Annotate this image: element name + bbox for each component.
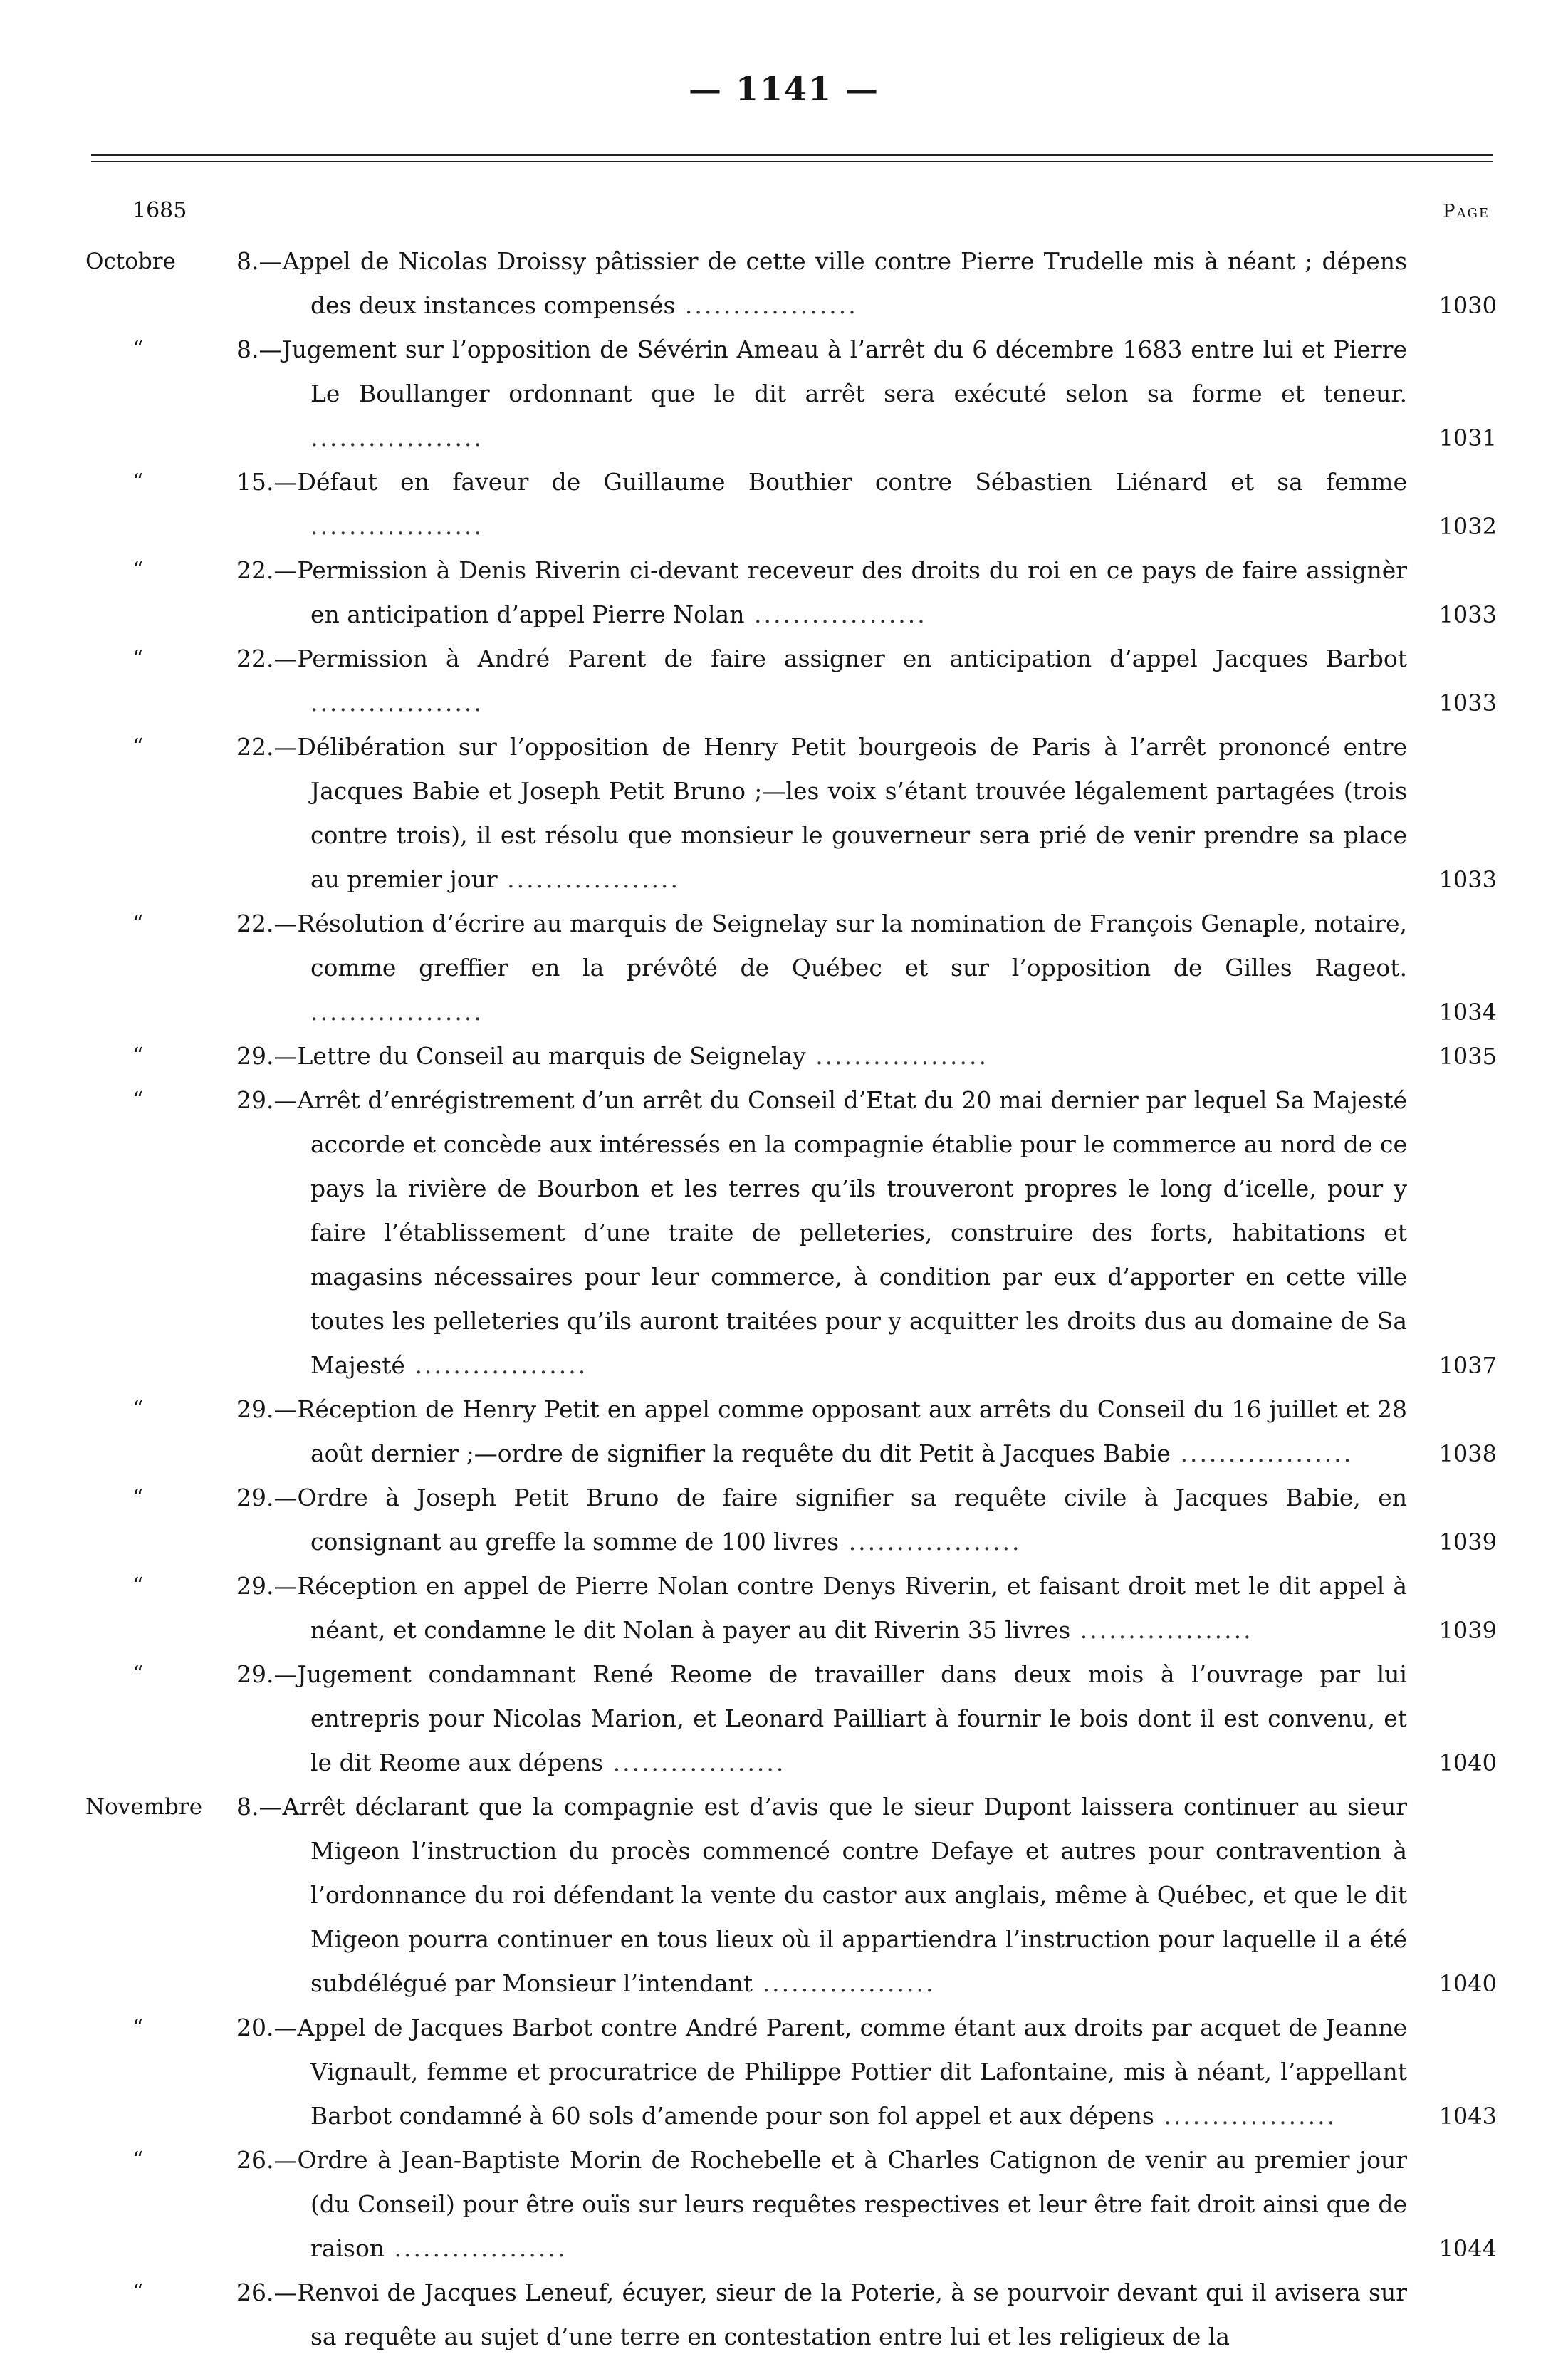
- index-entry: “ 26.—Ordre à Jean-Baptiste Morin de Rochebelle et à Charles Catignon de venir au premier jour (du Conseil) pour être ouïs sur leurs requêtes respectives et leur être fait droit ainsi que de raison .................. 1044: [0, 2138, 1568, 2271]
- entry-text: Permission à Denis Riverin ci-devant receveur des droits du roi en ce pays de faire assignèr en anticipation d’appel Pierre Nolan: [297, 556, 1407, 628]
- dot-leader: ..................: [497, 865, 680, 893]
- entry-page-number: 1039: [1438, 1617, 1497, 1644]
- entry-page-number: 1033: [1438, 689, 1497, 717]
- index-entry: “ 29.—Réception de Henry Petit en appel comme opposant aux arrêts du Conseil du 16 juillet et 28 août dernier ;—ordre de signifier la requête du dit Petit à Jacques Babie .................. 1038: [0, 1387, 1568, 1476]
- entry-page-number: 1043: [1438, 2103, 1497, 2130]
- entry-page-number: 1032: [1438, 513, 1497, 540]
- header-rule-top: [91, 154, 1493, 156]
- entry-day: 8: [236, 1793, 251, 1821]
- index-entry: “ 22.—Permission à Denis Riverin ci-devant receveur des droits du roi en ce pays de faire assignèr en anticipation d’appel Pierre Nolan .................. 1033: [0, 548, 1568, 637]
- dot-leader: ..................: [310, 512, 484, 540]
- entry-text: Lettre du Conseil au marquis de Seignelay: [297, 1042, 806, 1070]
- index-entry: “ 22.—Permission à André Parent de faire assigner en anticipation d’appel Jacques Barbot .................. 1033: [0, 637, 1568, 725]
- index-entry: “ 22.—Résolution d’écrire au marquis de Seignelay sur la nomination de François Genaple, notaire, comme greffier en la prévôté de Québec et sur l’opposition de Gilles Rageot. .................. 1034: [0, 902, 1568, 1034]
- entry-month: “: [132, 2015, 144, 2040]
- dot-leader: ..................: [310, 998, 484, 1026]
- entry-text: Jugement condamnant René Reome de travailler dans deux mois à l’ouvrage par lui entrepris pour Nicolas Marion, et Leonard Pailliart à fournir le bois dont il est convenu, et le dit Reome aux dépens: [297, 1660, 1407, 1776]
- entry-text: Appel de Jacques Barbot contre André Parent, comme étant aux droits par acquet de Jeanne Vignault, femme et procuratrice de Philippe Pottier dit Lafontaine, mis à néant, l’appellant Barbot condamné à 60 sols d’amende pour son fol appel et aux dépens: [297, 2014, 1407, 2130]
- entry-day: 15: [236, 468, 266, 496]
- entry-day: 29: [236, 1484, 266, 1511]
- entry-page-number: 1040: [1438, 1970, 1497, 1997]
- entry-page-number: 1037: [1438, 1352, 1497, 1379]
- entry-month: “: [132, 337, 144, 362]
- entry-month: Octobre: [85, 249, 176, 274]
- entry-month: “: [132, 469, 144, 494]
- entry-month: “: [132, 1088, 144, 1113]
- entry-text: Permission à André Parent de faire assigner en anticipation d’appel Jacques Barbot: [297, 645, 1407, 672]
- index-entry: “ 29.—Lettre du Conseil au marquis de Seignelay .................. 1035: [0, 1034, 1568, 1078]
- entry-month: “: [132, 1043, 144, 1068]
- dot-leader: ..................: [310, 689, 484, 717]
- dot-leader: ..................: [805, 1042, 989, 1070]
- index-entry: “ 29.—Jugement condamnant René Reome de travailler dans deux mois à l’ouvrage par lui entrepris pour Nicolas Marion, et Leonard Pailliart à fournir le bois dont il est convenu, et le dit Reome aux dépens .................. 1040: [0, 1652, 1568, 1785]
- dot-leader: ..................: [310, 424, 484, 452]
- entry-month: “: [132, 911, 144, 936]
- entry-page-number: 1038: [1438, 1440, 1497, 1467]
- dot-leader: ..................: [839, 1528, 1022, 1556]
- entry-page-number: 1031: [1438, 425, 1497, 452]
- entry-month: “: [132, 558, 144, 583]
- entry-page-number: 1033: [1438, 601, 1497, 628]
- entry-day: 20: [236, 2014, 266, 2041]
- year-label: 1685: [132, 198, 187, 223]
- entry-page-number: 1044: [1438, 2235, 1497, 2262]
- entry-page-number: 1034: [1438, 999, 1497, 1026]
- entry-month: “: [132, 1662, 144, 1687]
- entry-day: 22: [236, 910, 266, 937]
- page-number: — 1141 —: [688, 70, 880, 108]
- dot-leader: ..................: [1070, 1616, 1253, 1644]
- index-entry: “ 29.—Ordre à Joseph Petit Bruno de faire signifier sa requête civile à Jacques Babie, en consignant au greffe la somme de 100 livres .................. 1039: [0, 1476, 1568, 1564]
- entry-text: Résolution d’écrire au marquis de Seignelay sur la nomination de François Genaple, notaire, comme greffier en la prévôté de Québec et sur l’opposition de Gilles Rageot.: [297, 910, 1407, 981]
- dot-leader: ..................: [1170, 1439, 1354, 1467]
- entry-month: “: [132, 734, 144, 759]
- entry-month: Novembre: [85, 1794, 203, 1820]
- entry-text: Arrêt déclarant que la compagnie est d’avis que le sieur Dupont laissera continuer au sieur Migeon l’instruction du procès commencé contre Defaye et autres pour contravention à l’ordonnance du roi défendant la vente du castor aux anglais, même à Québec, et que le dit Migeon pourra continuer en tous lieux où il appartiendra l’instruction pour laquelle il a été subdélégué par Monsieur l’intendant: [282, 1793, 1407, 1997]
- index-entry: “ 15.—Défaut en faveur de Guillaume Bouthier contre Sébastien Liénard et sa femme .................. 1032: [0, 460, 1568, 548]
- entry-month: “: [132, 646, 144, 671]
- dot-leader: ..................: [753, 1969, 936, 1997]
- entry-day: 29: [236, 1660, 266, 1688]
- dot-leader: ..................: [744, 600, 927, 628]
- entry-day: 29: [236, 1395, 266, 1423]
- entry-day: 29: [236, 1572, 266, 1600]
- index-entry: Novembre 8.—Arrêt déclarant que la compagnie est d’avis que le sieur Dupont laissera continuer au sieur Migeon l’instruction du procès commencé contre Defaye et autres pour contravention à l’ordonnance du roi défendant la vente du castor aux anglais, même à Québec, et que le dit Migeon pourra continuer en tous lieux où il appartiendra l’instruction pour laquelle il a été subdélégué par Monsieur l’intendant .................. 1040: [0, 1785, 1568, 2006]
- entry-text: Appel de Nicolas Droissy pâtissier de cette ville contre Pierre Trudelle mis à néant ; dépens des deux instances compensés: [282, 247, 1407, 319]
- dot-leader: ..................: [404, 1351, 588, 1379]
- entry-text: Ordre à Jean-Baptiste Morin de Rochebelle et à Charles Catignon de venir au premier jour (du Conseil) pour être ouïs sur leurs requêtes respectives et leur être fait droit ainsi que de raison: [297, 2146, 1407, 2262]
- entry-day: 22: [236, 733, 266, 761]
- dot-leader: ..................: [385, 2234, 568, 2262]
- entry-text: Délibération sur l’opposition de Henry Petit bourgeois de Paris à l’arrêt prononcé entre Jacques Babie et Joseph Petit Bruno ;—les voix s’étant trouvée légalement partagées (trois contre trois), il est résolu que monsieur le gouverneur sera prié de venir prendre sa place au premier jour: [297, 733, 1407, 893]
- index-entry: “ 8.—Jugement sur l’opposition de Sévérin Ameau à l’arrêt du 6 décembre 1683 entre lui et Pierre Le Boullanger ordonnant que le dit arrêt sera exécuté selon sa forme et teneur. .................. 1031: [0, 328, 1568, 460]
- entry-page-number: 1030: [1438, 292, 1497, 319]
- dot-leader: ..................: [1154, 2102, 1337, 2130]
- entry-page-number: 1040: [1438, 1749, 1497, 1776]
- entry-text: Ordre à Joseph Petit Bruno de faire signifier sa requête civile à Jacques Babie, en consignant au greffe la somme de 100 livres: [297, 1484, 1407, 1556]
- entry-month: “: [132, 1573, 144, 1598]
- index-entry: “ 22.—Délibération sur l’opposition de Henry Petit bourgeois de Paris à l’arrêt prononcé entre Jacques Babie et Joseph Petit Bruno ;—les voix s’étant trouvée légalement partagées (trois contre trois), il est résolu que monsieur le gouverneur sera prié de venir prendre sa place au premier jour .................. 1033: [0, 725, 1568, 902]
- entry-day: 8: [236, 247, 251, 275]
- entry-month: “: [132, 1397, 144, 1422]
- entry-text: Renvoi de Jacques Leneuf, écuyer, sieur de la Poterie, à se pourvoir devant qui il avisera sur sa requête au sujet d’une terre en contestation entre lui et les religieux de la: [297, 2279, 1407, 2350]
- index-entry: “ 29.—Arrêt d’enrégistrement d’un arrêt du Conseil d’Etat du 20 mai dernier par lequel Sa Majesté accorde et concède aux intéressés en la compagnie établie pour le commerce au nord de ce pays la rivière de Bourbon et les terres qu’ils trouveront propres le long d’icelle, pour y faire l’établissement d’une traite de pelleteries, construire des forts, habitations et magasins nécessaires pour leur commerce, à condition par eux d’apporter en cette ville toutes les pelleteries qu’ils auront traitées pour y acquitter les droits dus au domaine de Sa Majesté .................. 1037: [0, 1078, 1568, 1387]
- index-entry: “ 26.—Renvoi de Jacques Leneuf, écuyer, sieur de la Poterie, à se pourvoir devant qui il avisera sur sa requête au sujet d’une terre en contestation entre lui et les religieux de la: [0, 2271, 1568, 2359]
- entry-day: 26: [236, 2146, 266, 2174]
- page-column-label: Page: [1442, 201, 1490, 222]
- entry-page-number: 1039: [1438, 1529, 1497, 1556]
- entry-day: 29: [236, 1042, 266, 1070]
- entry-list: [0, 239, 1568, 2359]
- entry-text: Jugement sur l’opposition de Sévérin Ameau à l’arrêt du 6 décembre 1683 entre lui et Pierre Le Boullanger ordonnant que le dit arrêt sera exécuté selon sa forme et teneur.: [282, 335, 1407, 407]
- entry-text: Arrêt d’enrégistrement d’un arrêt du Conseil d’Etat du 20 mai dernier par lequel Sa Majesté accorde et concède aux intéressés en la compagnie établie pour le commerce au nord de ce pays la rivière de Bourbon et les terres qu’ils trouveront propres le long d’icelle, pour y faire l’établissement d’une traite de pelleteries, construire des forts, habitations et magasins nécessaires pour leur commerce, à condition par eux d’apporter en cette ville toutes les pelleteries qu’ils auront traitées pour y acquitter les droits dus au domaine de Sa Majesté: [297, 1086, 1407, 1379]
- index-entry: “ 20.—Appel de Jacques Barbot contre André Parent, comme étant aux droits par acquet de Jeanne Vignault, femme et procuratrice de Philippe Pottier dit Lafontaine, mis à néant, l’appellant Barbot condamné à 60 sols d’amende pour son fol appel et aux dépens .................. 1043: [0, 2006, 1568, 2138]
- dot-leader: ..................: [675, 291, 858, 319]
- index-entry: Octobre 8.—Appel de Nicolas Droissy pâtissier de cette ville contre Pierre Trudelle mis à néant ; dépens des deux instances compensés .................. 1030: [0, 239, 1568, 328]
- header-rule-bottom: [91, 161, 1493, 162]
- entry-day: 22: [236, 645, 266, 672]
- entry-month: “: [132, 2147, 144, 2172]
- entry-day: 26: [236, 2279, 266, 2306]
- entry-month: “: [132, 1485, 144, 1510]
- dot-leader: ..................: [603, 1749, 786, 1776]
- entry-page-number: 1035: [1438, 1043, 1497, 1070]
- index-entry: “ 29.—Réception en appel de Pierre Nolan contre Denys Riverin, et faisant droit met le dit appel à néant, et condamne le dit Nolan à payer au dit Riverin 35 livres .................. 1039: [0, 1564, 1568, 1652]
- entry-text: Réception en appel de Pierre Nolan contre Denys Riverin, et faisant droit met le dit appel à néant, et condamne le dit Nolan à payer au dit Riverin 35 livres: [297, 1572, 1407, 1644]
- entry-day: 22: [236, 556, 266, 584]
- entry-text: Défaut en faveur de Guillaume Bouthier contre Sébastien Liénard et sa femme: [297, 468, 1407, 496]
- entry-page-number: 1033: [1438, 866, 1497, 893]
- entry-text: Réception de Henry Petit en appel comme opposant aux arrêts du Conseil du 16 juillet et 28 août dernier ;—ordre de signifier la requête du dit Petit à Jacques Babie: [297, 1395, 1407, 1467]
- entry-month: “: [132, 2280, 144, 2305]
- entry-day: 29: [236, 1086, 266, 1114]
- entry-day: 8: [236, 335, 251, 363]
